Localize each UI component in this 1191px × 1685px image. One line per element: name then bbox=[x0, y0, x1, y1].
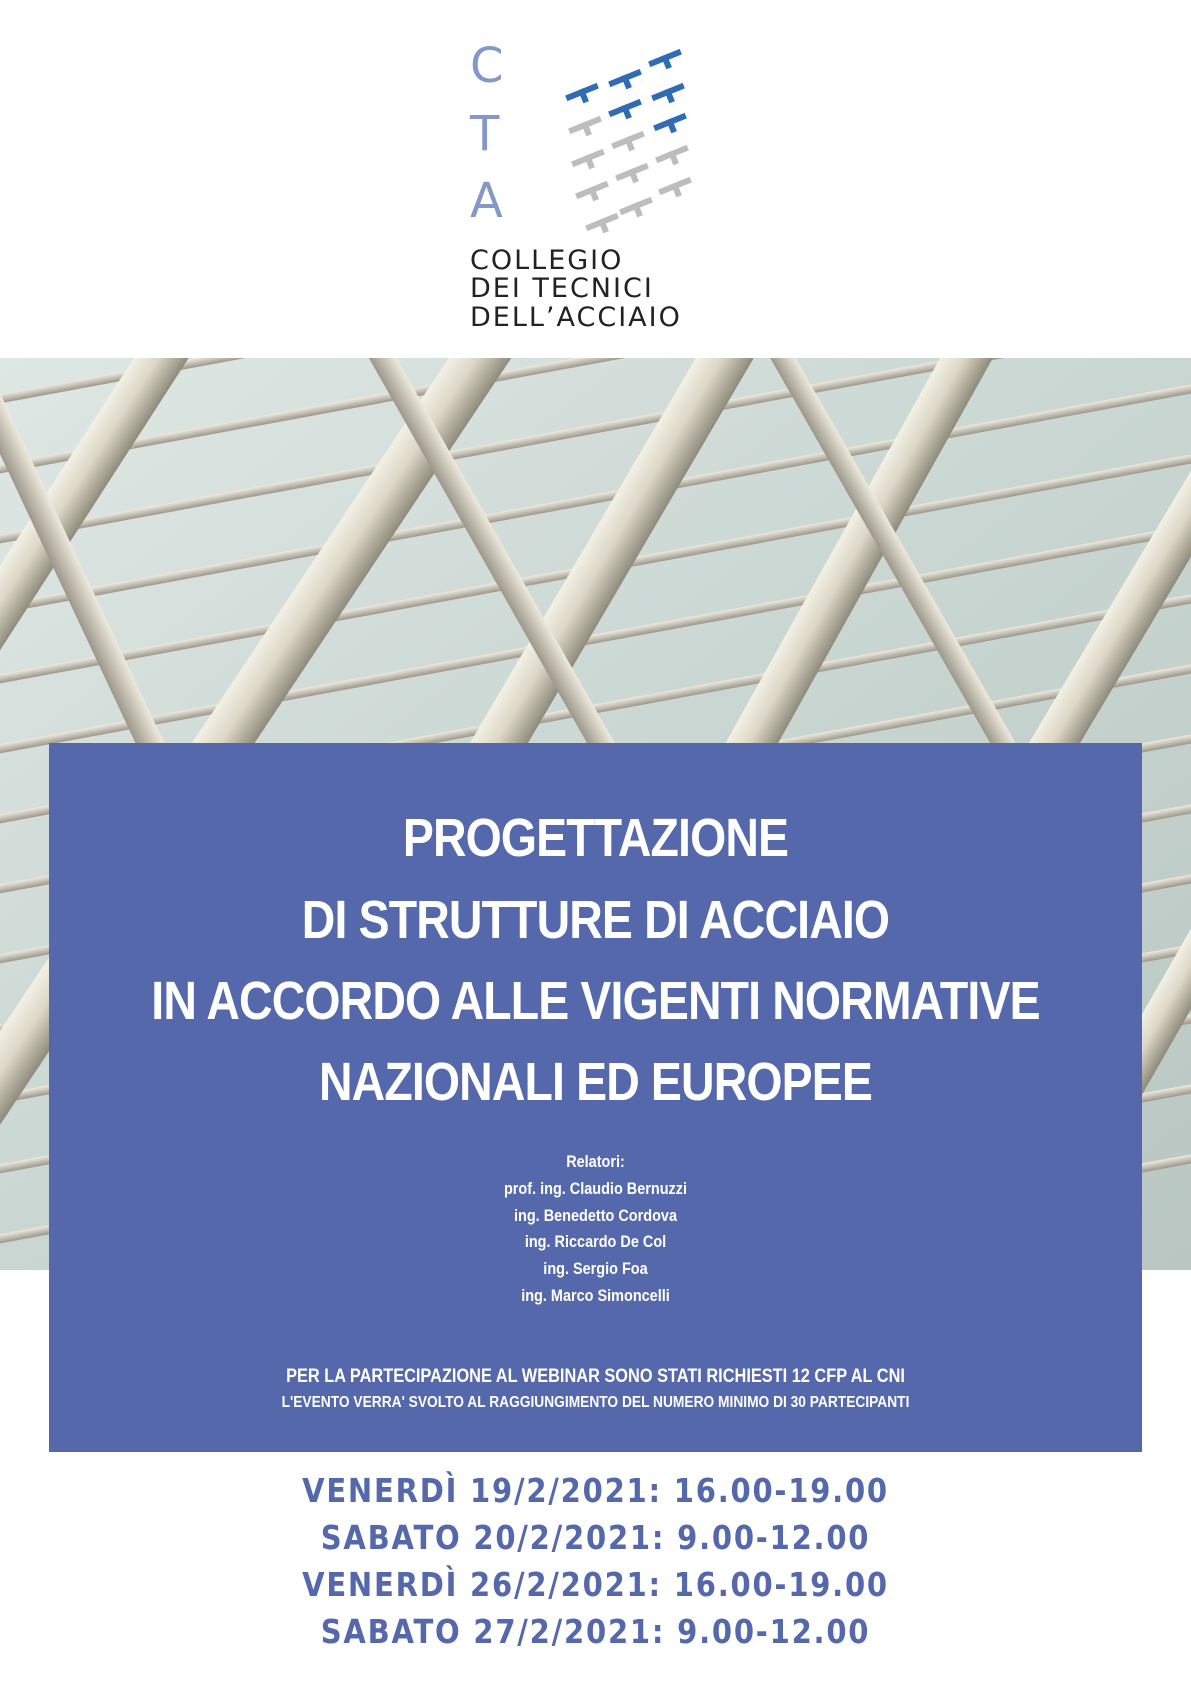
speaker-name: ing. Benedetto Cordova bbox=[514, 1206, 677, 1225]
logo-letter-t: T bbox=[470, 106, 500, 162]
logo-letter-c: C bbox=[470, 38, 504, 94]
logo-text-dei-tecnici: DEI TECNICI bbox=[470, 273, 654, 304]
cta-logo bbox=[470, 40, 710, 340]
logo-letter-a: A bbox=[470, 173, 503, 229]
speakers-label: Relatori: bbox=[566, 1152, 625, 1171]
cfp-note: PER LA PARTECIPAZIONE AL WEBINAR SONO STATI RICHIESTI 12 CFP AL CNI bbox=[286, 1366, 905, 1387]
session-date: SABATO 27/2/2021: 9.00-12.00 bbox=[320, 1612, 871, 1651]
logo-grey-beams bbox=[568, 116, 695, 239]
session-date: SABATO 20/2/2021: 9.00-12.00 bbox=[320, 1518, 871, 1557]
logo-text-collegio: COLLEGIO bbox=[470, 245, 624, 276]
title-line-4: NAZIONALI ED EUROPEE bbox=[318, 1052, 873, 1112]
speaker-name: ing. Sergio Foa bbox=[543, 1259, 648, 1278]
session-date: VENERDÌ 26/2/2021: 16.00-19.00 bbox=[302, 1565, 889, 1604]
session-date: VENERDÌ 19/2/2021: 16.00-19.00 bbox=[302, 1471, 889, 1510]
title-line-1: PROGETTAZIONE bbox=[402, 808, 789, 868]
steel-beams-logo-mark bbox=[530, 40, 710, 240]
event-info-panel bbox=[49, 743, 1142, 1452]
speaker-name: ing. Riccardo De Col bbox=[524, 1232, 667, 1251]
logo-text-dell-acciaio: DELL’ACCIAIO bbox=[470, 302, 682, 333]
title-line-2: DI STRUTTURE DI ACCIAIO bbox=[301, 890, 890, 950]
title-line-3: IN ACCORDO ALLE VIGENTI NORMATIVE bbox=[151, 971, 1040, 1031]
speaker-name: ing. Marco Simoncelli bbox=[521, 1286, 670, 1305]
speaker-name: prof. ing. Claudio Bernuzzi bbox=[503, 1179, 688, 1198]
minimum-participants-note: L'EVENTO VERRA' SVOLTO AL RAGGIUNGIMENTO DEL NUMERO MINIMO DI 30 PARTECIPANTI bbox=[281, 1394, 910, 1411]
